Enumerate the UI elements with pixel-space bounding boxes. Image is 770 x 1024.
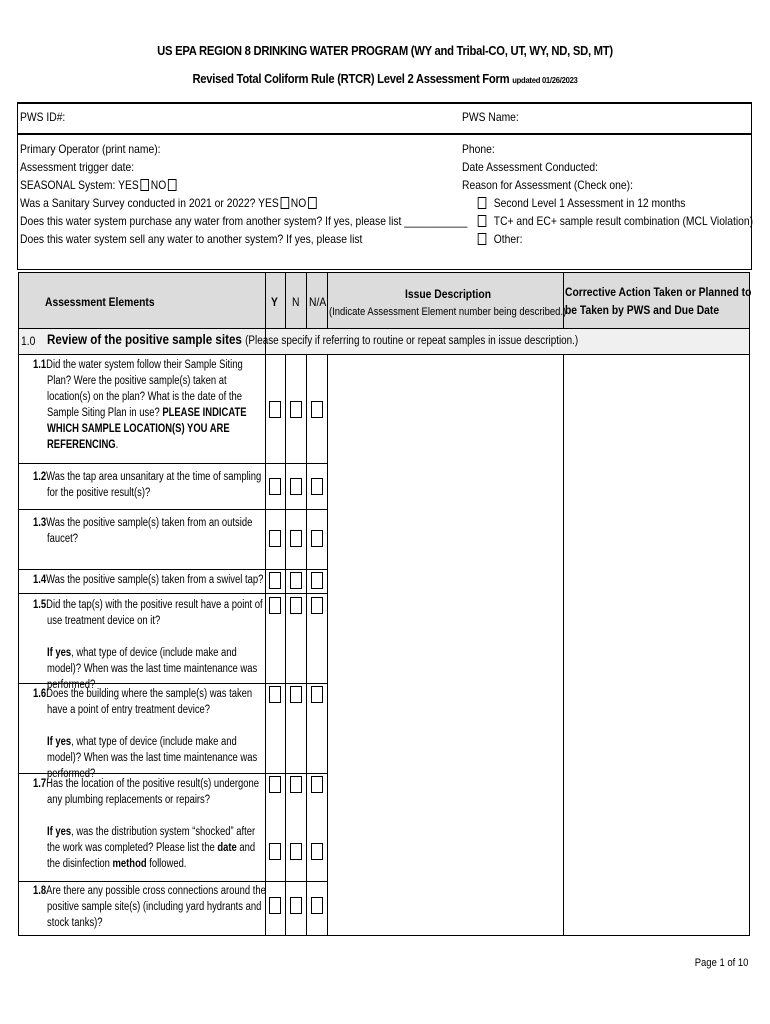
col-divider-issue bbox=[327, 355, 328, 935]
section-title bbox=[47, 332, 578, 347]
item-1-7-followup-no-checkbox[interactable] bbox=[290, 843, 302, 860]
item-1-5-no-checkbox[interactable] bbox=[290, 597, 302, 614]
item-1-8-no-checkbox[interactable] bbox=[290, 897, 302, 914]
seasonal-label: SEASONAL System: YES bbox=[20, 178, 139, 192]
reason-label: Reason for Assessment (Check one): bbox=[462, 178, 633, 192]
reason-option-2[interactable] bbox=[476, 212, 753, 230]
item-number: 1.1 bbox=[33, 359, 47, 371]
reason-1-checkbox[interactable] bbox=[478, 197, 487, 209]
item-text: Was the positive sample(s) taken from a swivel tap? bbox=[46, 574, 264, 586]
table-row bbox=[33, 883, 268, 931]
survey-no-label: NO bbox=[290, 196, 307, 210]
row-sep bbox=[19, 593, 327, 594]
row-sep bbox=[19, 569, 327, 570]
reason-option-3[interactable] bbox=[476, 230, 522, 248]
row-sep bbox=[19, 881, 327, 882]
section-title-text: Review of the positive sample sites bbox=[47, 332, 242, 347]
col-divider-n bbox=[285, 355, 286, 935]
item-1-3-na-checkbox[interactable] bbox=[311, 530, 323, 547]
row-sep bbox=[19, 509, 327, 510]
item-followup-bold: If yes bbox=[47, 647, 72, 659]
item-1-5-yes-checkbox[interactable] bbox=[269, 597, 281, 614]
item-1-4-yes-checkbox[interactable] bbox=[269, 572, 281, 589]
item-1-1-na-checkbox[interactable] bbox=[311, 401, 323, 418]
col-divider-n-header bbox=[285, 273, 286, 329]
item-number: 1.7 bbox=[33, 778, 47, 790]
reason-3-label: Other: bbox=[493, 232, 523, 246]
trigger-date-label[interactable]: Assessment trigger date: bbox=[20, 160, 135, 174]
sell-water-label[interactable]: Does this water system sell any water to another system? If yes, please list bbox=[20, 232, 363, 246]
item-1-2-yes-checkbox[interactable] bbox=[269, 478, 281, 495]
item-1-8-yes-checkbox[interactable] bbox=[269, 897, 281, 914]
item-number: 1.6 bbox=[33, 688, 47, 700]
col-issue-header: Issue Description bbox=[405, 287, 492, 301]
item-1-6-no-checkbox[interactable] bbox=[290, 686, 302, 703]
pws-id-box bbox=[17, 102, 752, 134]
seasonal-row bbox=[20, 176, 178, 194]
pws-name-label[interactable]: PWS Name: bbox=[462, 110, 519, 124]
reason-option-1[interactable] bbox=[476, 194, 685, 212]
item-number: 1.4 bbox=[33, 574, 47, 586]
col-y-header: Y bbox=[271, 295, 278, 309]
item-followup-method: method bbox=[112, 858, 147, 870]
updated-date: updated 01/26/2023 bbox=[512, 75, 578, 85]
table-header bbox=[19, 273, 752, 329]
item-text: Did the water system follow their Sample Siting Plan? Were the positive sample(s) taken at location(s) on the plan? What is the date of the Sample Siting Plan in use? bbox=[46, 359, 243, 419]
item-tail: . bbox=[115, 439, 119, 451]
pws-id-label[interactable]: PWS ID#: bbox=[20, 110, 66, 124]
item-1-8-na-checkbox[interactable] bbox=[311, 897, 323, 914]
item-number: 1.5 bbox=[33, 599, 47, 611]
table-row bbox=[33, 469, 268, 501]
item-text: Was the positive sample(s) taken from an outside faucet? bbox=[46, 517, 253, 545]
item-1-6-na-checkbox[interactable] bbox=[311, 686, 323, 703]
phone-label[interactable]: Phone: bbox=[462, 142, 495, 156]
survey-yes-checkbox[interactable] bbox=[280, 197, 289, 209]
col-divider-na-header bbox=[306, 273, 307, 329]
operator-label[interactable]: Primary Operator (print name): bbox=[20, 142, 161, 156]
item-text: Did the tap(s) with the positive result have a point of use treatment device on it? bbox=[46, 599, 263, 627]
item-followup-text-a: , was the distribution system “shocked” after the work was completed? Please list the bbox=[47, 826, 256, 854]
purchase-water-label[interactable]: Does this water system purchase any water from another system? If yes, please list ___________ bbox=[20, 214, 468, 228]
table-row bbox=[33, 515, 268, 547]
item-1-5-na-checkbox[interactable] bbox=[311, 597, 323, 614]
item-1-3-no-checkbox[interactable] bbox=[290, 530, 302, 547]
seasonal-yes-checkbox[interactable] bbox=[140, 179, 149, 191]
item-1-1-no-checkbox[interactable] bbox=[290, 401, 302, 418]
col-divider-action-header bbox=[563, 273, 564, 329]
item-text: Does the building where the sample(s) was taken have a point of entry treatment device? bbox=[46, 688, 253, 716]
form-subtitle-text: Revised Total Coliform Rule (RTCR) Level 2 Assessment Form bbox=[192, 72, 510, 86]
table-row bbox=[33, 357, 268, 453]
item-text: Has the location of the positive result(s) undergone any plumbing replacements or repairs? bbox=[46, 778, 260, 806]
reason-1-label: Second Level 1 Assessment in 12 months bbox=[493, 196, 686, 210]
survey-row bbox=[20, 194, 318, 212]
item-text: Was the tap area unsanitary at the time of sampling for the positive result(s)? bbox=[46, 471, 262, 499]
col-divider-action bbox=[563, 355, 564, 935]
date-conducted-label[interactable]: Date Assessment Conducted: bbox=[462, 160, 598, 174]
item-number: 1.8 bbox=[33, 885, 47, 897]
col-issue-subheader: (Indicate Assessment Element number being described.) bbox=[329, 306, 567, 318]
survey-no-checkbox[interactable] bbox=[308, 197, 317, 209]
item-followup bbox=[47, 734, 268, 782]
item-followup bbox=[47, 824, 268, 872]
col-n-header: N bbox=[292, 295, 300, 309]
col-na-header: N/A bbox=[309, 295, 327, 309]
item-1-7-no-checkbox[interactable] bbox=[290, 776, 302, 793]
section-1-row bbox=[19, 329, 749, 355]
reason-3-checkbox[interactable] bbox=[478, 233, 487, 245]
section-note: (Please specify if referring to routine or repeat samples in issue description.) bbox=[245, 335, 579, 347]
col-elements-header: Assessment Elements bbox=[45, 295, 155, 309]
col-divider-na bbox=[306, 355, 307, 935]
item-1-7-yes-checkbox[interactable] bbox=[269, 776, 281, 793]
seasonal-no-checkbox[interactable] bbox=[168, 179, 177, 191]
col-action-header-1: Corrective Action Taken or Planned to bbox=[565, 285, 752, 299]
form-subtitle bbox=[39, 72, 732, 86]
item-1-2-na-checkbox[interactable] bbox=[311, 478, 323, 495]
section-number: 1.0 bbox=[21, 334, 36, 348]
row-sep bbox=[19, 463, 327, 464]
col-action-header-2: be Taken by PWS and Due Date bbox=[565, 303, 720, 317]
assessment-table bbox=[18, 272, 750, 936]
item-1-7-na-checkbox[interactable] bbox=[311, 776, 323, 793]
table-row bbox=[33, 776, 268, 872]
item-1-3-yes-checkbox[interactable] bbox=[269, 530, 281, 547]
item-followup-date: date bbox=[217, 842, 237, 854]
item-bold-text: PLEASE INDICATE WHICH SAMPLE LOCATION(S) YOU ARE REFERENCING bbox=[47, 407, 247, 451]
table-row bbox=[33, 686, 268, 782]
table-row bbox=[33, 572, 268, 588]
col-divider-issue-header bbox=[327, 273, 328, 329]
item-1-4-no-checkbox[interactable] bbox=[290, 572, 302, 589]
item-followup-text-e: followed. bbox=[146, 858, 187, 870]
item-1-7-followup-na-checkbox[interactable] bbox=[311, 843, 323, 860]
item-1-7-followup-yes-checkbox[interactable] bbox=[269, 843, 281, 860]
seasonal-no-label: NO bbox=[150, 178, 167, 192]
item-1-6-yes-checkbox[interactable] bbox=[269, 686, 281, 703]
item-text: Are there any possible cross connections around the positive sample site(s) (including yard hydrants and stock tanks)? bbox=[46, 885, 266, 929]
item-followup-text: , what type of device (include make and model)? When was the last time maintenance was performed? bbox=[47, 736, 258, 780]
item-followup-bold: If yes bbox=[47, 826, 72, 838]
item-1-2-no-checkbox[interactable] bbox=[290, 478, 302, 495]
survey-label: Was a Sanitary Survey conducted in 2021 or 2022? YES bbox=[20, 196, 279, 210]
page-number: Page 1 of 10 bbox=[694, 957, 748, 969]
reason-2-checkbox[interactable] bbox=[478, 215, 487, 227]
item-1-4-na-checkbox[interactable] bbox=[311, 572, 323, 589]
form-title: US EPA REGION 8 DRINKING WATER PROGRAM (WY and Tribal-CO, UT, WY, ND, SD, MT) bbox=[157, 44, 613, 58]
item-followup-bold: If yes bbox=[47, 736, 72, 748]
item-1-1-yes-checkbox[interactable] bbox=[269, 401, 281, 418]
reason-2-label: TC+ and EC+ sample result combination (MCL Violation) bbox=[493, 214, 754, 228]
item-number: 1.2 bbox=[33, 471, 47, 483]
item-followup-text: , what type of device (include make and model)? When was the last time maintenance was performed? bbox=[47, 647, 258, 691]
table-row bbox=[33, 597, 268, 693]
item-number: 1.3 bbox=[33, 517, 47, 529]
item-followup-text-c: and the disinfection bbox=[47, 842, 256, 870]
